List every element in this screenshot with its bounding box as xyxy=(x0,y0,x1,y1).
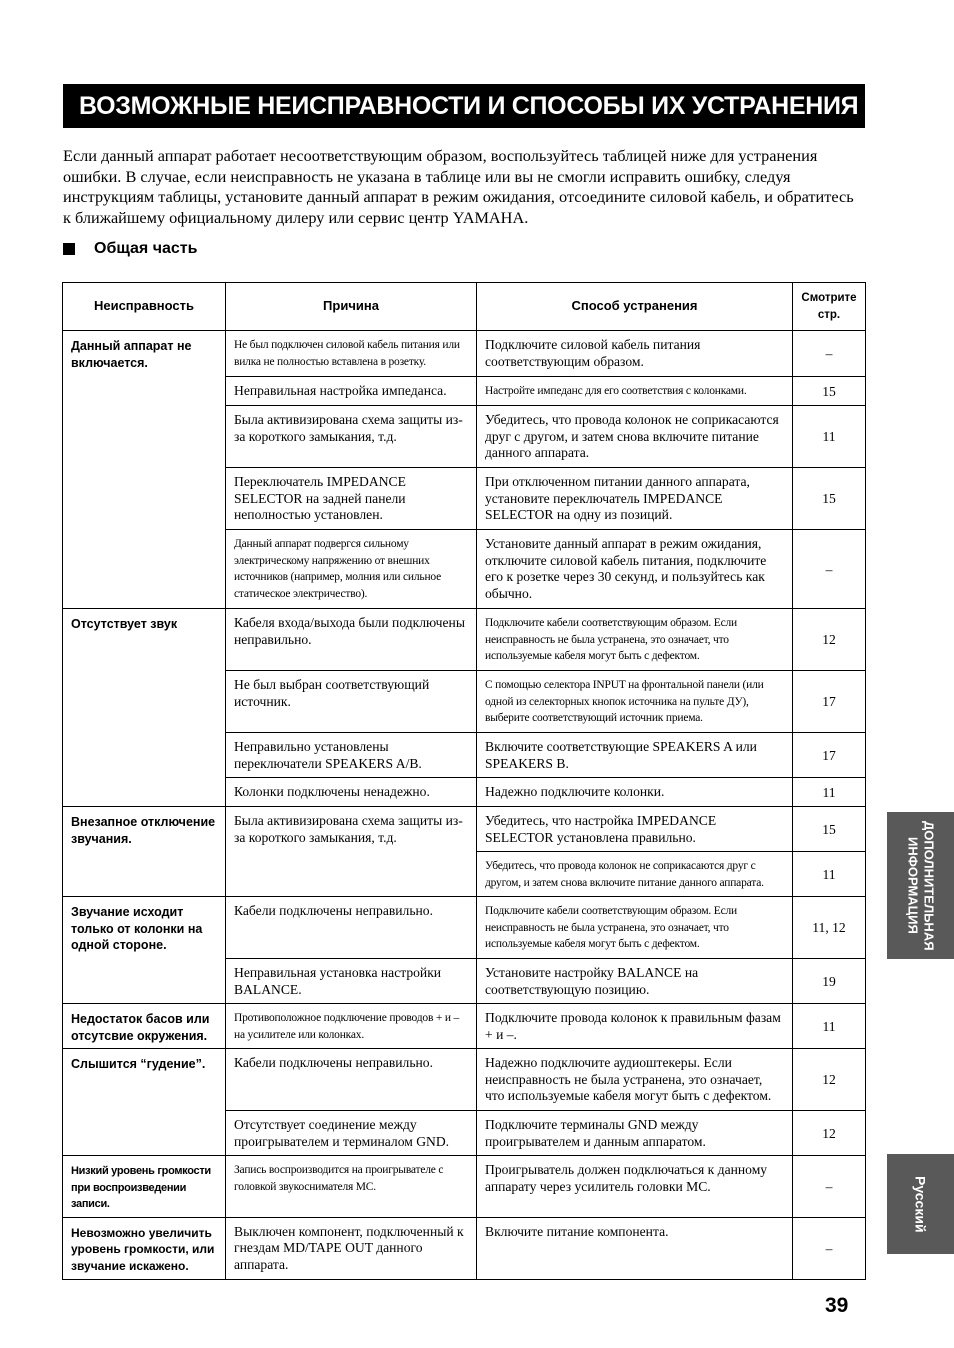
cause-cell: Неправильная настройка импеданса. xyxy=(226,377,477,406)
cause-cell: Переключатель IMPEDANCE SELECTOR на задней панели неполностью установлен. xyxy=(226,468,477,530)
fault-cell: Звучание исходит только от колонки на одной стороне. xyxy=(63,897,226,1004)
page-cell: 11 xyxy=(793,778,866,807)
page-cell: 11 xyxy=(793,1004,866,1049)
page-cell: – xyxy=(793,530,866,609)
page-number: 39 xyxy=(825,1294,849,1317)
fault-cell: Низкий уровень громкости при воспроизведении записи. xyxy=(63,1156,226,1218)
page-cell: 19 xyxy=(793,959,866,1004)
remedy-cell: Установите данный аппарат в режим ожидания, отключите силовой кабель питания, подключите его к розетке через 30 секунд, и пользуйтесь как обычно. xyxy=(477,530,793,609)
table-row xyxy=(63,1004,866,1049)
cause-cell: Не был выбран соответствующий источник. xyxy=(226,671,477,733)
remedy-cell: Подключите терминалы GND между проигрывателем и данным аппаратом. xyxy=(477,1111,793,1156)
header-page: Смотрите стр. xyxy=(793,283,866,331)
remedy-cell: Убедитесь, что настройка IMPEDANCE SELECTOR установлена правильно. xyxy=(477,807,793,852)
fault-cell: Отсутствует звук xyxy=(63,609,226,807)
fault-cell: Слышится “гудение”. xyxy=(63,1049,226,1156)
fault-cell: Данный аппарат не включается. xyxy=(63,331,226,609)
side-tab-additional-info: ДОПОЛНИТЕЛЬНАЯ ИНФОРМАЦИЯ xyxy=(887,812,954,959)
table-row xyxy=(63,1156,866,1218)
remedy-cell: Надежно подключите колонки. xyxy=(477,778,793,807)
remedy-cell: Убедитесь, что провода колонок не соприкасаются друг с другом, и затем снова включите питание данного аппарата. xyxy=(477,406,793,468)
fault-cell: Невозможно увеличить уровень громкости, или звучание искажено. xyxy=(63,1217,226,1279)
cause-cell: Не был подключен силовой кабель питания или вилка не полностью вставлена в розетку. xyxy=(226,331,477,377)
table-row xyxy=(63,807,866,852)
side-tab-language: Русский xyxy=(887,1154,954,1254)
table-row xyxy=(63,609,866,671)
header-remedy: Способ устранения xyxy=(477,283,793,331)
troubleshooting-table xyxy=(62,282,866,1280)
remedy-cell: Включите питание компонента. xyxy=(477,1217,793,1279)
page-cell: 12 xyxy=(793,1049,866,1111)
page-cell: – xyxy=(793,1156,866,1218)
table-row xyxy=(63,1217,866,1279)
remedy-cell: Включите соответствующие SPEAKERS A или SPEAKERS B. xyxy=(477,733,793,778)
cause-cell: Выключен компонент, подключенный к гнездам MD/TAPE OUT данного аппарата. xyxy=(226,1217,477,1279)
cause-cell: Данный аппарат подвергся сильному электрическому напряжению от внешних источников (например, молния или сильное статическое электричество). xyxy=(226,530,477,609)
page-cell: 12 xyxy=(793,609,866,671)
cause-cell: Противоположное подключение проводов + и – на усилителе или колонках. xyxy=(226,1004,477,1049)
table-row xyxy=(63,897,866,959)
table-row xyxy=(63,1049,866,1111)
remedy-cell: Проигрыватель должен подключаться к данному аппарату через усилитель головки MC. xyxy=(477,1156,793,1218)
remedy-cell: Подключите кабели соответствующим образом. Если неисправность не была устранена, это означает, что используемые кабеля могут быть с дефектом. xyxy=(477,897,793,959)
fault-cell: Недостаток басов или отсутсвие окружения. xyxy=(63,1004,226,1049)
intro-paragraph: Если данный аппарат работает несоответствующим образом, воспользуйтесь таблицей ниже для устранения ошибки. В случае, если неисправность не указана в таблице или вы не смогли исправить ошибку, следуя инструкциям таблицы, установите данный аппарат в режим ожидания, отсоедините силовой кабель, и обратитесь к ближайшему официальному дилеру или сервис центр YAMAHA. xyxy=(63,146,854,227)
section-heading xyxy=(63,240,197,258)
page-cell: 11 xyxy=(793,852,866,897)
header-fault: Неисправность xyxy=(63,283,226,331)
page-cell: 12 xyxy=(793,1111,866,1156)
cause-cell: Колонки подключены ненадежно. xyxy=(226,778,477,807)
page-cell: 15 xyxy=(793,807,866,852)
header-cause: Причина xyxy=(226,283,477,331)
page-cell: – xyxy=(793,1217,866,1279)
cause-cell: Кабеля входа/выхода были подключены неправильно. xyxy=(226,609,477,671)
page-title: ВОЗМОЖНЫЕ НЕИСПРАВНОСТИ И СПОСОБЫ ИХ УСТРАНЕНИЯ xyxy=(63,84,865,128)
fault-cell: Внезапное отключение звучания. xyxy=(63,807,226,897)
table-row xyxy=(63,331,866,377)
remedy-cell: Убедитесь, что провода колонок не соприкасаются друг с другом, и затем снова включите питание данного аппарата. xyxy=(477,852,793,897)
page-cell: 15 xyxy=(793,468,866,530)
remedy-cell: С помощью селектора INPUT на фронтальной панели (или одной из селекторных кнопок источника на пульте ДУ), выберите соответствующий источник приема. xyxy=(477,671,793,733)
cause-cell: Неправильно установлены переключатели SPEAKERS A/B. xyxy=(226,733,477,778)
page-cell: 17 xyxy=(793,671,866,733)
cause-cell: Отсутствует соединение между проигрывателем и терминалом GND. xyxy=(226,1111,477,1156)
remedy-cell: Подключите кабели соответствующим образом. Если неисправность не была устранена, это означает, что используемые кабеля могут быть с дефектом. xyxy=(477,609,793,671)
remedy-cell: Подключите провода колонок к правильным фазам + и –. xyxy=(477,1004,793,1049)
cause-cell: Была активизирована схема защиты из-за короткого замыкания, т.д. xyxy=(226,807,477,897)
page-cell: 15 xyxy=(793,377,866,406)
cause-cell: Неправильная установка настройки BALANCE. xyxy=(226,959,477,1004)
remedy-cell: Надежно подключите аудиоштекеры. Если неисправность не была устранена, это означает, что используемые кабеля могут быть с дефектом. xyxy=(477,1049,793,1111)
remedy-cell: При отключенном питании данного аппарата, установите переключатель IMPEDANCE SELECTOR на одну из позиций. xyxy=(477,468,793,530)
section-title: Общая часть xyxy=(94,240,198,257)
remedy-cell: Настройте импеданс для его соответствия с колонками. xyxy=(477,377,793,406)
remedy-cell: Подключите силовой кабель питания соответствующим образом. xyxy=(477,331,793,377)
remedy-cell: Установите настройку BALANCE на соответствующую позицию. xyxy=(477,959,793,1004)
page-cell: 11, 12 xyxy=(793,897,866,959)
cause-cell: Запись воспроизводится на проигрывателе с головкой звукоснимателя MC. xyxy=(226,1156,477,1218)
cause-cell: Кабели подключены неправильно. xyxy=(226,897,477,959)
page-cell: 17 xyxy=(793,733,866,778)
page-cell: 11 xyxy=(793,406,866,468)
page-cell: – xyxy=(793,331,866,377)
square-bullet-icon xyxy=(63,243,75,255)
cause-cell: Была активизирована схема защиты из-за короткого замыкания, т.д. xyxy=(226,406,477,468)
cause-cell: Кабели подключены неправильно. xyxy=(226,1049,477,1111)
